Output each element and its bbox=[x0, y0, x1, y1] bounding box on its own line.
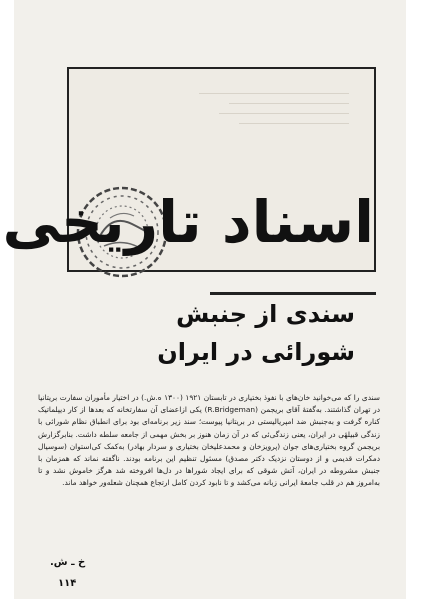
right-margin bbox=[406, 0, 421, 599]
author-signature: خ ـ ش. bbox=[50, 557, 86, 568]
bleed-through-line bbox=[219, 113, 349, 114]
headline-line-1: سندی از جنبش bbox=[176, 300, 355, 328]
body-paragraph: سندی را که می‌خوانید خان‌های با نفوذ بختیاری در تابستان ۱۹۲۱ (۱۳۰۰ ه.ش.) در اختیار مأموران سفارت بریتانیا در تهران گذاشتند. به‌گفتهٔ آقای بریجمن (R.Bridgeman) یکی ازاعضای آن سفارتخانه که بعدها از کار دیپلماتیک کناره گرفت و به‌جنبش ضد امپریالیستی در بریتانیا پیوست؛ سند زیر برنامه‌ای بود برای انطباق نظام شورائی با زندگی قبیلهٔی در ایران، یعنی زندگی‌ئی که در آن زمان هنوز بر بخش مهمی از جامعه سلطه داشت. بنابرگزارش بریجمن گروه بختیاری‌های جوان (پرویزخان و محمدعلیخان بختیاری و سردار بهادر) به‌کمک کی‌استوان (سوسیال دمکرات قدیمی و از دوستان نزدیک دکتر مصدق) مسئول تنظیم این برنامه بودند. ناگفته نماند که همزمان با جنبش مشروطه در ایران، آتش شوقی که برای ایجاد شوراها در دل‌ها افروخته شد هرگز خاموش نشد و تا به‌امروز هم در قلب جامعهٔ ایرانی زبانه می‌کشد و تا نابود کردن کامل ارتجاع همچنان شعله‌ور خواهد ماند. bbox=[38, 393, 380, 488]
headline-rule bbox=[210, 292, 376, 295]
article-body bbox=[38, 392, 380, 490]
left-margin bbox=[0, 0, 14, 599]
headline-line-2: شورائی در ایران bbox=[157, 338, 355, 366]
bleed-through-line bbox=[229, 103, 349, 104]
page-number: ۱۱۴ bbox=[58, 578, 77, 589]
bleed-through-line bbox=[199, 93, 349, 94]
bleed-through-line bbox=[239, 123, 349, 124]
section-title: اسناد تاریخی bbox=[2, 188, 374, 256]
